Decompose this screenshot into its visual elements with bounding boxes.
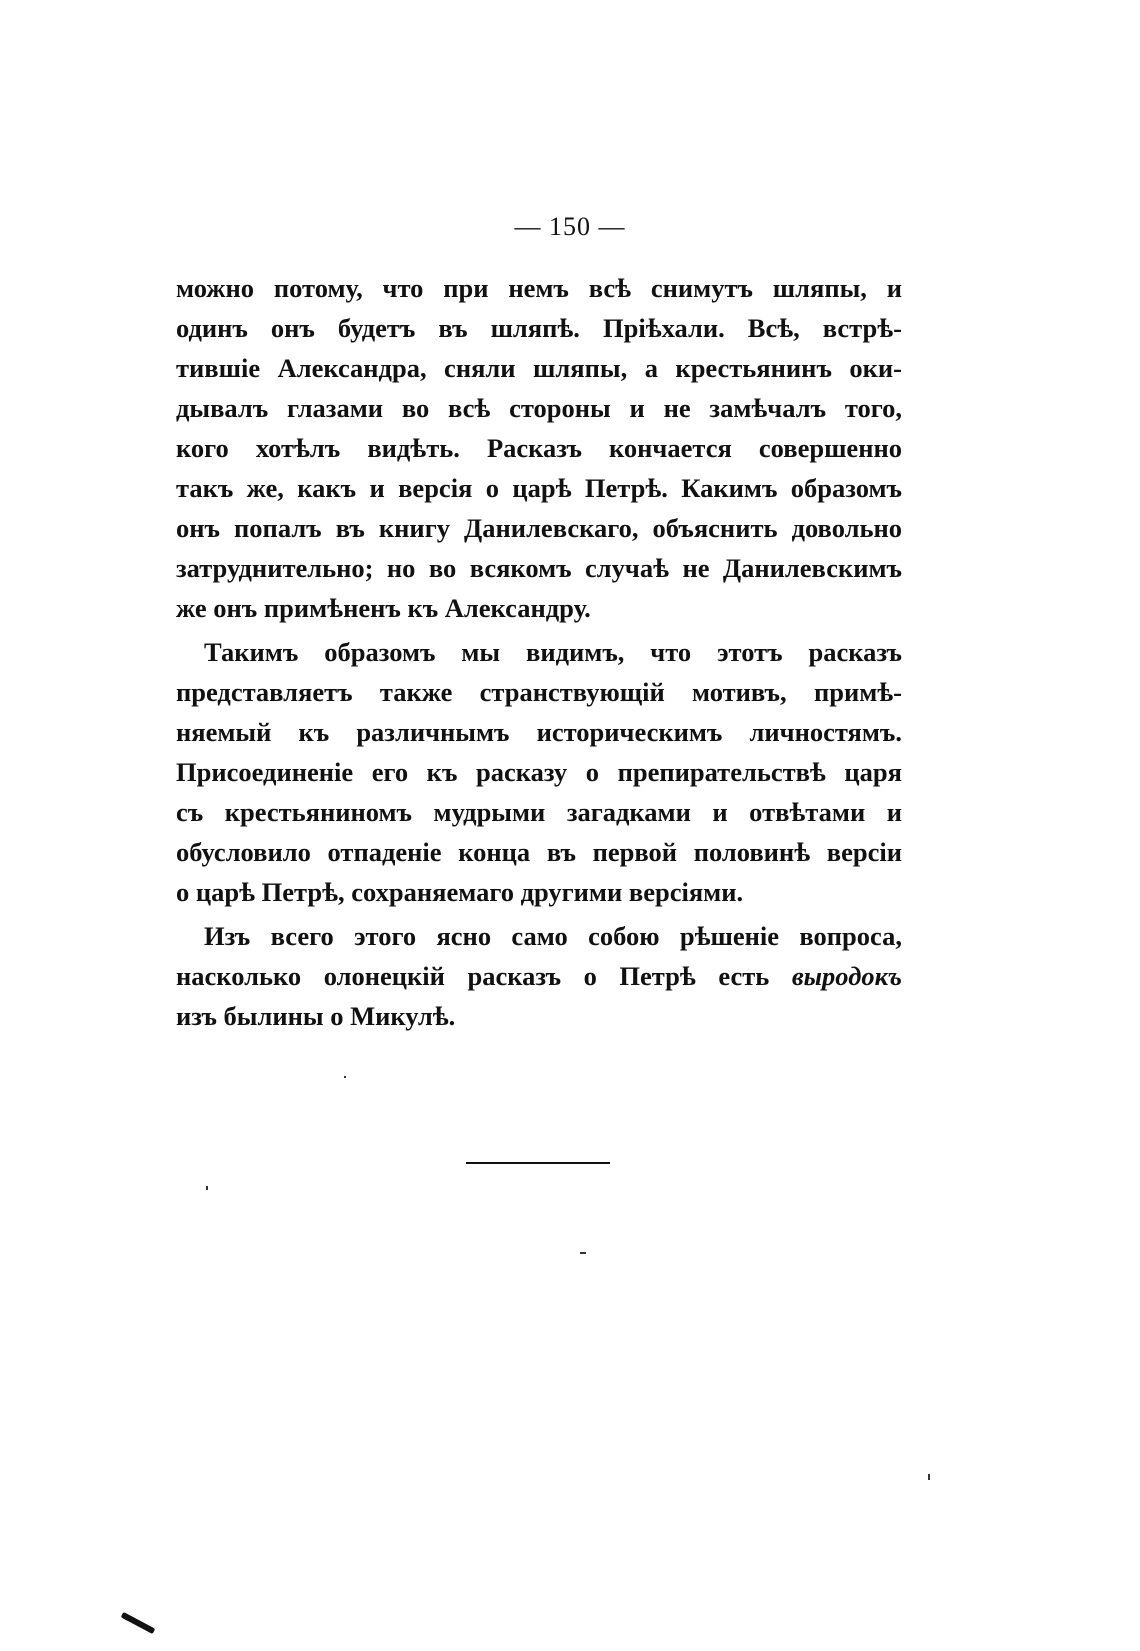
end-rule-divider (466, 1162, 610, 1164)
paragraph-3 (176, 916, 902, 1036)
text-line: можно потому, что при немъ всѣ снимутъ шляпы, и (176, 273, 902, 303)
text-line: такъ же, какъ и версія о царѣ Петрѣ. Какимъ образомъ (176, 473, 902, 503)
text-line: Присоединеніе его къ расказу о препирательствѣ царя (176, 757, 902, 787)
text-line: же онъ примѣненъ къ Александру. (176, 593, 591, 623)
text-line: обусловило отпаденіе конца въ первой половинѣ версіи (176, 837, 902, 867)
text-line: представляетъ также странствующій мотивъ, примѣ- (176, 677, 902, 707)
text-line: тившіе Александра, сняли шляпы, а крестьянинъ оки- (176, 353, 902, 383)
page-number: — 150 — (514, 212, 626, 241)
scan-speck (928, 1474, 930, 1480)
text-line: дывалъ глазами во всѣ стороны и не замѣчалъ того, (176, 393, 902, 423)
scan-speck (344, 1076, 346, 1078)
main-text (176, 268, 902, 1036)
text-line: онъ попалъ въ книгу Данилевскаго, объяснить довольно (176, 513, 902, 543)
text-line: съ крестьяниномъ мудрыми загадками и отвѣтами и (176, 797, 902, 827)
italic-word: выродокъ (791, 961, 902, 991)
paragraph-1 (176, 268, 902, 628)
text-line: кого хотѣлъ видѣть. Расказъ кончается совершенно (176, 433, 902, 463)
text-line (176, 956, 902, 996)
paragraph-2 (176, 632, 902, 912)
text-line: Изъ всего этого ясно само собою рѣшеніе вопроса, (204, 921, 902, 951)
text-line: о царѣ Петрѣ, сохраняемаго другими версіями. (176, 877, 744, 907)
text-line: Такимъ образомъ мы видимъ, что этотъ расказъ (204, 637, 902, 667)
text-line: одинъ онъ будетъ въ шляпѣ. Пріѣхали. Всѣ, встрѣ- (176, 313, 902, 343)
text-line: затруднительно; но во всякомъ случаѣ не Данилевскимъ (176, 553, 902, 583)
text-line: няемый къ различнымъ историческимъ личностямъ. (176, 717, 902, 747)
scan-speck (580, 1252, 586, 1254)
text-segment: насколько олонецкій расказъ о Петрѣ есть (176, 961, 770, 991)
scan-mark (121, 1612, 156, 1634)
scan-speck (206, 1186, 208, 1190)
text-line: изъ былины о Микулѣ. (176, 1001, 456, 1031)
